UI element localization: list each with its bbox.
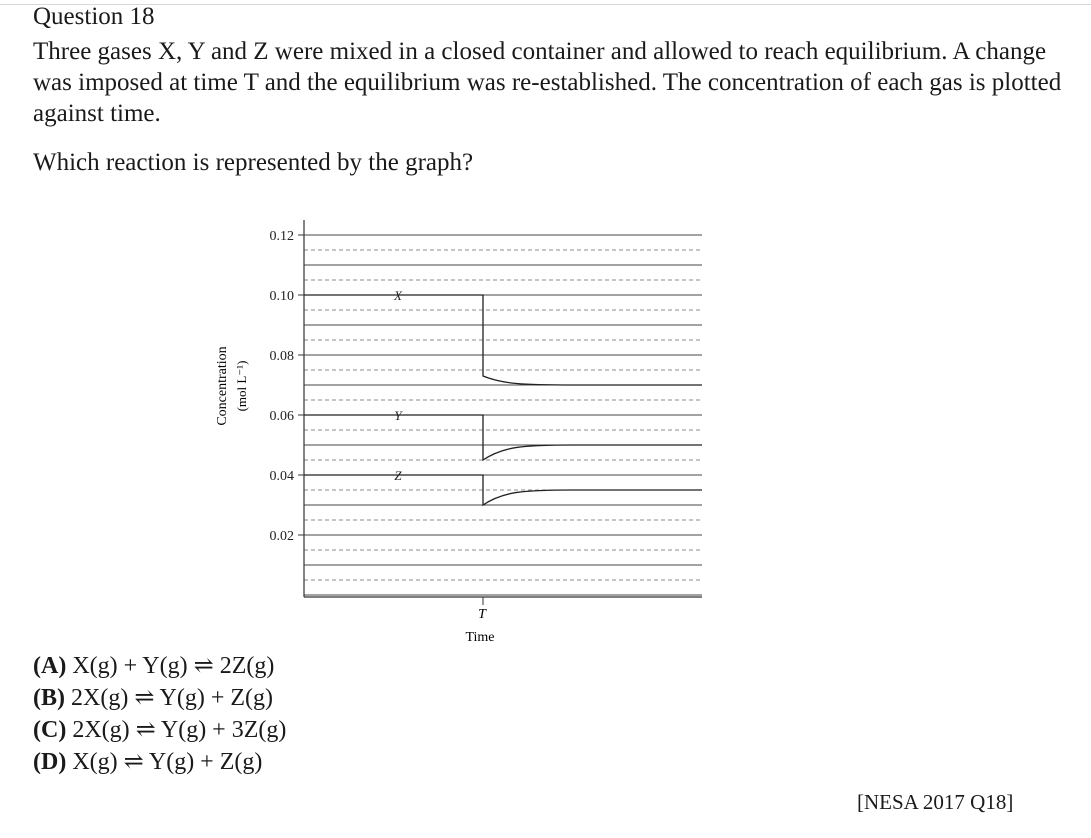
y-axis-units: (mol L⁻¹) [234, 360, 249, 412]
source-citation: [NESA 2017 Q18] [857, 790, 1014, 814]
y-tick-label: 0.08 [269, 349, 294, 364]
series-label-y: Y [394, 408, 402, 423]
question-title: Question 18 [33, 3, 155, 30]
option-d[interactable]: (D) X(g) ⇌ Y(g) + Z(g) [33, 749, 263, 775]
option-a[interactable]: (A) X(g) + Y(g) ⇌ 2Z(g) [33, 653, 275, 679]
chart-series [304, 288, 702, 505]
y-tick-label: 0.10 [269, 289, 294, 304]
chart-ticks [270, 229, 305, 544]
question-body: Three gases X, Y and Z were mixed in a closed container and allowed to reach equilibrium. A change was imposed at time T and the equilibrium was re-established. The concentration of each gas is plotted against time. [33, 38, 1062, 127]
series-line-y [304, 415, 702, 460]
series-label-x: X [394, 288, 402, 303]
option-c[interactable]: (C) 2X(g) ⇌ Y(g) + 3Z(g) [33, 717, 287, 743]
series-label-z: Z [394, 468, 402, 483]
chart-axes [304, 220, 702, 605]
y-tick-label: 0.12 [269, 229, 294, 244]
y-axis-label: Concentration [215, 346, 230, 426]
y-tick-label: 0.06 [269, 409, 294, 424]
y-tick-label: 0.02 [269, 529, 294, 544]
question-prompt: Which reaction is represented by the graph? [33, 149, 474, 176]
y-tick-label: 0.04 [269, 469, 294, 484]
x-tick-label: T [478, 607, 486, 622]
option-b[interactable]: (B) 2X(g) ⇌ Y(g) + Z(g) [33, 685, 274, 711]
x-axis-label: Time [465, 630, 495, 645]
answer-options [33, 650, 286, 778]
